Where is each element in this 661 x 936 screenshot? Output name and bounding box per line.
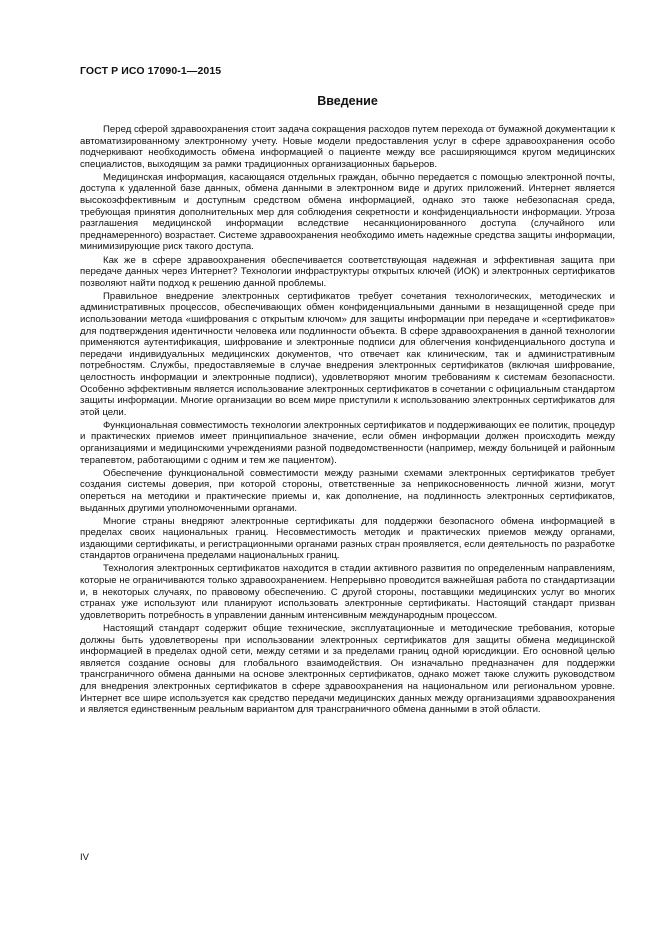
paragraph: Как же в сфере здравоохранения обеспечивается соответствующая надежная и эффективная защита при передаче данных через Интернет? Технологии инфраструктуры открытых ключей (ИОК) и электронных сертификатов позволяют найти подход к решению данной проблемы. bbox=[80, 254, 615, 289]
paragraph: Технология электронных сертификатов находится в стадии активного развития по определенным направлениям, которые не ограничиваются только здравоохранением. Непрерывно проводится важнейшая работа по стандартизации и, в некоторых случаях, по правовому обеспечению. С другой стороны, поставщики медицинских услуг во многих странах уже используют или планируют использовать электронные сертификаты. Настоящий стандарт призван удовлетворить потребность в управлении данным интенсивным международным процессом. bbox=[80, 563, 615, 621]
paragraph: Медицинская информация, касающаяся отдельных граждан, обычно передается с помощью электронной почты, доступа к удаленной базе данных, обмена данными в электронном виде и других приложений. Интернет является высокоэффективным и доступным средством обмена информацией, однако это также небезопасная среда, требующая принятия дополнительных мер для соблюдения секретности и конфиденциальности информации. Угроза разглашения медицинской информации вследствие несанкционированного доступа (случайного или преднамеренного) возрастает. Системе здравоохранения необходимо иметь надежные средства защиты информации, минимизирующие риск такого доступа. bbox=[80, 171, 615, 253]
paragraph: Обеспечение функциональной совместимости между разными схемами электронных сертификатов требует создания системы доверия, при которой стороны, ответственные за неприкосновенность личной жизни, могут опереться на методики и практические приемы и, как дополнение, на подлинность электронных сертификатов, выданных другими уполномоченными органами. bbox=[80, 467, 615, 514]
paragraph: Перед сферой здравоохранения стоит задача сокращения расходов путем перехода от бумажной документации к автоматизированному электронному учету. Новые модели предоставления услуг в сфере здравоохранения особо подчеркивают необходимость обмена информацией о пациенте между все расширяющимся кругом медицинских специалистов, выходящим за рамки традиционных организационных барьеров. bbox=[80, 124, 615, 170]
paragraph: Правильное внедрение электронных сертификатов требует сочетания технологических, методических и административных процессов, обеспечивающих обмен конфиденциальными данными в незащищенной среде при использовании метода «шифрования с открытым ключом» для защиты информации при передаче и «сертификатов» для подтверждения идентичности человека или подлинности объекта. В сфере здравоохранения в данной технологии применяются аутентификация, шифрование и электронные подписи для облегчения конфиденциального доступа и передачи индивидуальных медицинских документов, что отвечает как клиническим, так и административным потребностям. Службы, предоставляемые в случае внедрения электронных сертификатов (включая шифрование, целостность информации и электронные подписи), удовлетворяют многим требованиям к системам безопасности. Особенно эффективным является использование электронных сертификатов в сочетании с официальным стандартом защиты информации. Многие организации во всем мире приступили к использованию электронных сертификатов для этой цели. bbox=[80, 290, 615, 418]
paragraph: Многие страны внедряют электронные сертификаты для поддержки безопасного обмена информацией в пределах своих национальных границ. Несовместимость методик и практических приемов между органами, издающими сертификаты, и регистрационными органами разных стран проявляется, если деятельность по разработке стандартов ограничена пределами национальных границ. bbox=[80, 515, 615, 562]
paragraph: Настоящий стандарт содержит общие технические, эксплуатационные и методические требования, которые должны быть удовлетворены при использовании электронных сертификатов для защиты обмена медицинской информацией в пределах одной сети, между сетями и за пределами границ одной юрисдикции. Его основной целью является создание основы для глобального взаимодействия. Он изначально предназначен для поддержки трансграничного обмена данными на основе электронных сертификатов, однако может также служить руководством для внедрения электронных сертификатов в сфере здравоохранения на национальном или региональном уровне. Интернет все шире используется как средство передачи медицинских данных между организациями здравоохранения и является единственным реальным вариантом для трансграничного обмена данными в этой области. bbox=[80, 622, 615, 716]
page-number: IV bbox=[80, 852, 89, 863]
section-title: Введение bbox=[317, 94, 378, 108]
body-text bbox=[80, 124, 615, 717]
standard-header: ГОСТ Р ИСО 17090-1—2015 bbox=[80, 65, 222, 77]
paragraph: Функциональная совместимость технологии электронных сертификатов и поддерживающих ее политик, процедур и практических приемов имеет принципиальное значение, если обмен информации должен происходить между организациями и медицинскими учреждениями разной подведомственности (например, между больницей и районным терапевтом, работающими с одним и тем же пациентом). bbox=[80, 419, 615, 466]
